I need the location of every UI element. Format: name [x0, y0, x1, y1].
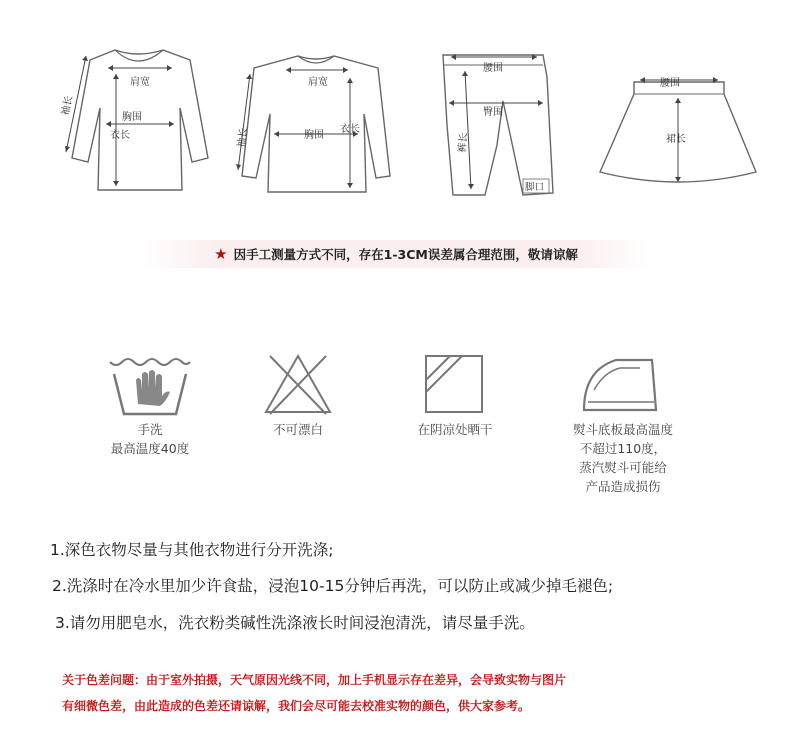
care-line: 最高温度40度 — [110, 441, 190, 456]
pants-length-label: 裤长 — [457, 132, 470, 154]
star-icon: ★ — [214, 245, 228, 263]
instruction-3: 3.请勿用肥皂水，洗衣粉类碱性洗涤液长时间浸泡清洗，请尽量手洗。 — [55, 614, 535, 632]
care-line: 产品造成损伤 — [585, 479, 661, 494]
top1-sleeve-label: 袖长 — [60, 94, 76, 117]
top2-length-label: 衣长 — [340, 124, 360, 135]
care-label-hand-wash — [90, 420, 210, 458]
care-label-no-bleach — [240, 420, 356, 439]
pants-waist-label: 腰围 — [483, 63, 503, 74]
care-symbols — [0, 340, 790, 500]
pants-hem-label: 脚口 — [525, 182, 545, 193]
pants-diagram — [425, 45, 565, 205]
top-diagram-1 — [60, 38, 220, 208]
top1-chest-label: 胸围 — [122, 112, 142, 123]
color-note-line-2: 有细微色差，由此造成的色差还请谅解，我们会尽可能去校准实物的颜色，供大家参考。 — [62, 699, 531, 713]
pants-hip-label: 臀围 — [483, 107, 503, 118]
care-line: 熨斗底板最高温度 — [572, 422, 673, 437]
instruction-1: 1.深色衣物尽量与其他衣物进行分开洗涤; — [50, 541, 334, 559]
measurement-diagrams — [0, 0, 790, 215]
tolerance-banner — [140, 240, 652, 268]
no-bleach-icon — [262, 350, 334, 418]
color-note-line-1: 关于色差问题：由于室外拍摄，天气原因光线不同，加上手机显示存在差异，会导致实物与图片 — [62, 673, 567, 687]
skirt-length-label: 裙长 — [666, 134, 686, 145]
top1-length-label: 衣长 — [110, 130, 130, 141]
care-line: 蒸汽熨斗可能给 — [579, 460, 667, 475]
shade-dry-icon — [422, 352, 488, 416]
care-line: 不超过110度， — [579, 441, 667, 456]
top2-sleeve-label: 袖长 — [236, 127, 250, 149]
skirt-waist-label: 腰围 — [660, 78, 680, 89]
top2-chest-label: 胸围 — [304, 130, 324, 141]
hand-wash-icon — [108, 350, 192, 418]
care-line: 不可漂白 — [272, 422, 323, 437]
top1-shoulder-label: 肩宽 — [130, 77, 150, 88]
top2-shoulder-label: 肩宽 — [308, 77, 328, 88]
care-line: 在阴凉处晒干 — [417, 422, 493, 437]
iron-icon — [580, 350, 662, 416]
tolerance-text: 因手工测量方式不同，存在1-3CM误差属合理范围，敬请谅解 — [233, 247, 578, 262]
instruction-2: 2.洗涤时在冷水里加少许食盐，浸泡10-15分钟后再洗，可以防止或减少掉毛褪色; — [52, 577, 614, 595]
care-label-shade-dry — [395, 420, 515, 439]
care-line: 手洗 — [137, 422, 163, 437]
care-label-iron — [548, 420, 698, 496]
top-diagram-2 — [228, 38, 403, 208]
skirt-diagram — [590, 60, 765, 200]
